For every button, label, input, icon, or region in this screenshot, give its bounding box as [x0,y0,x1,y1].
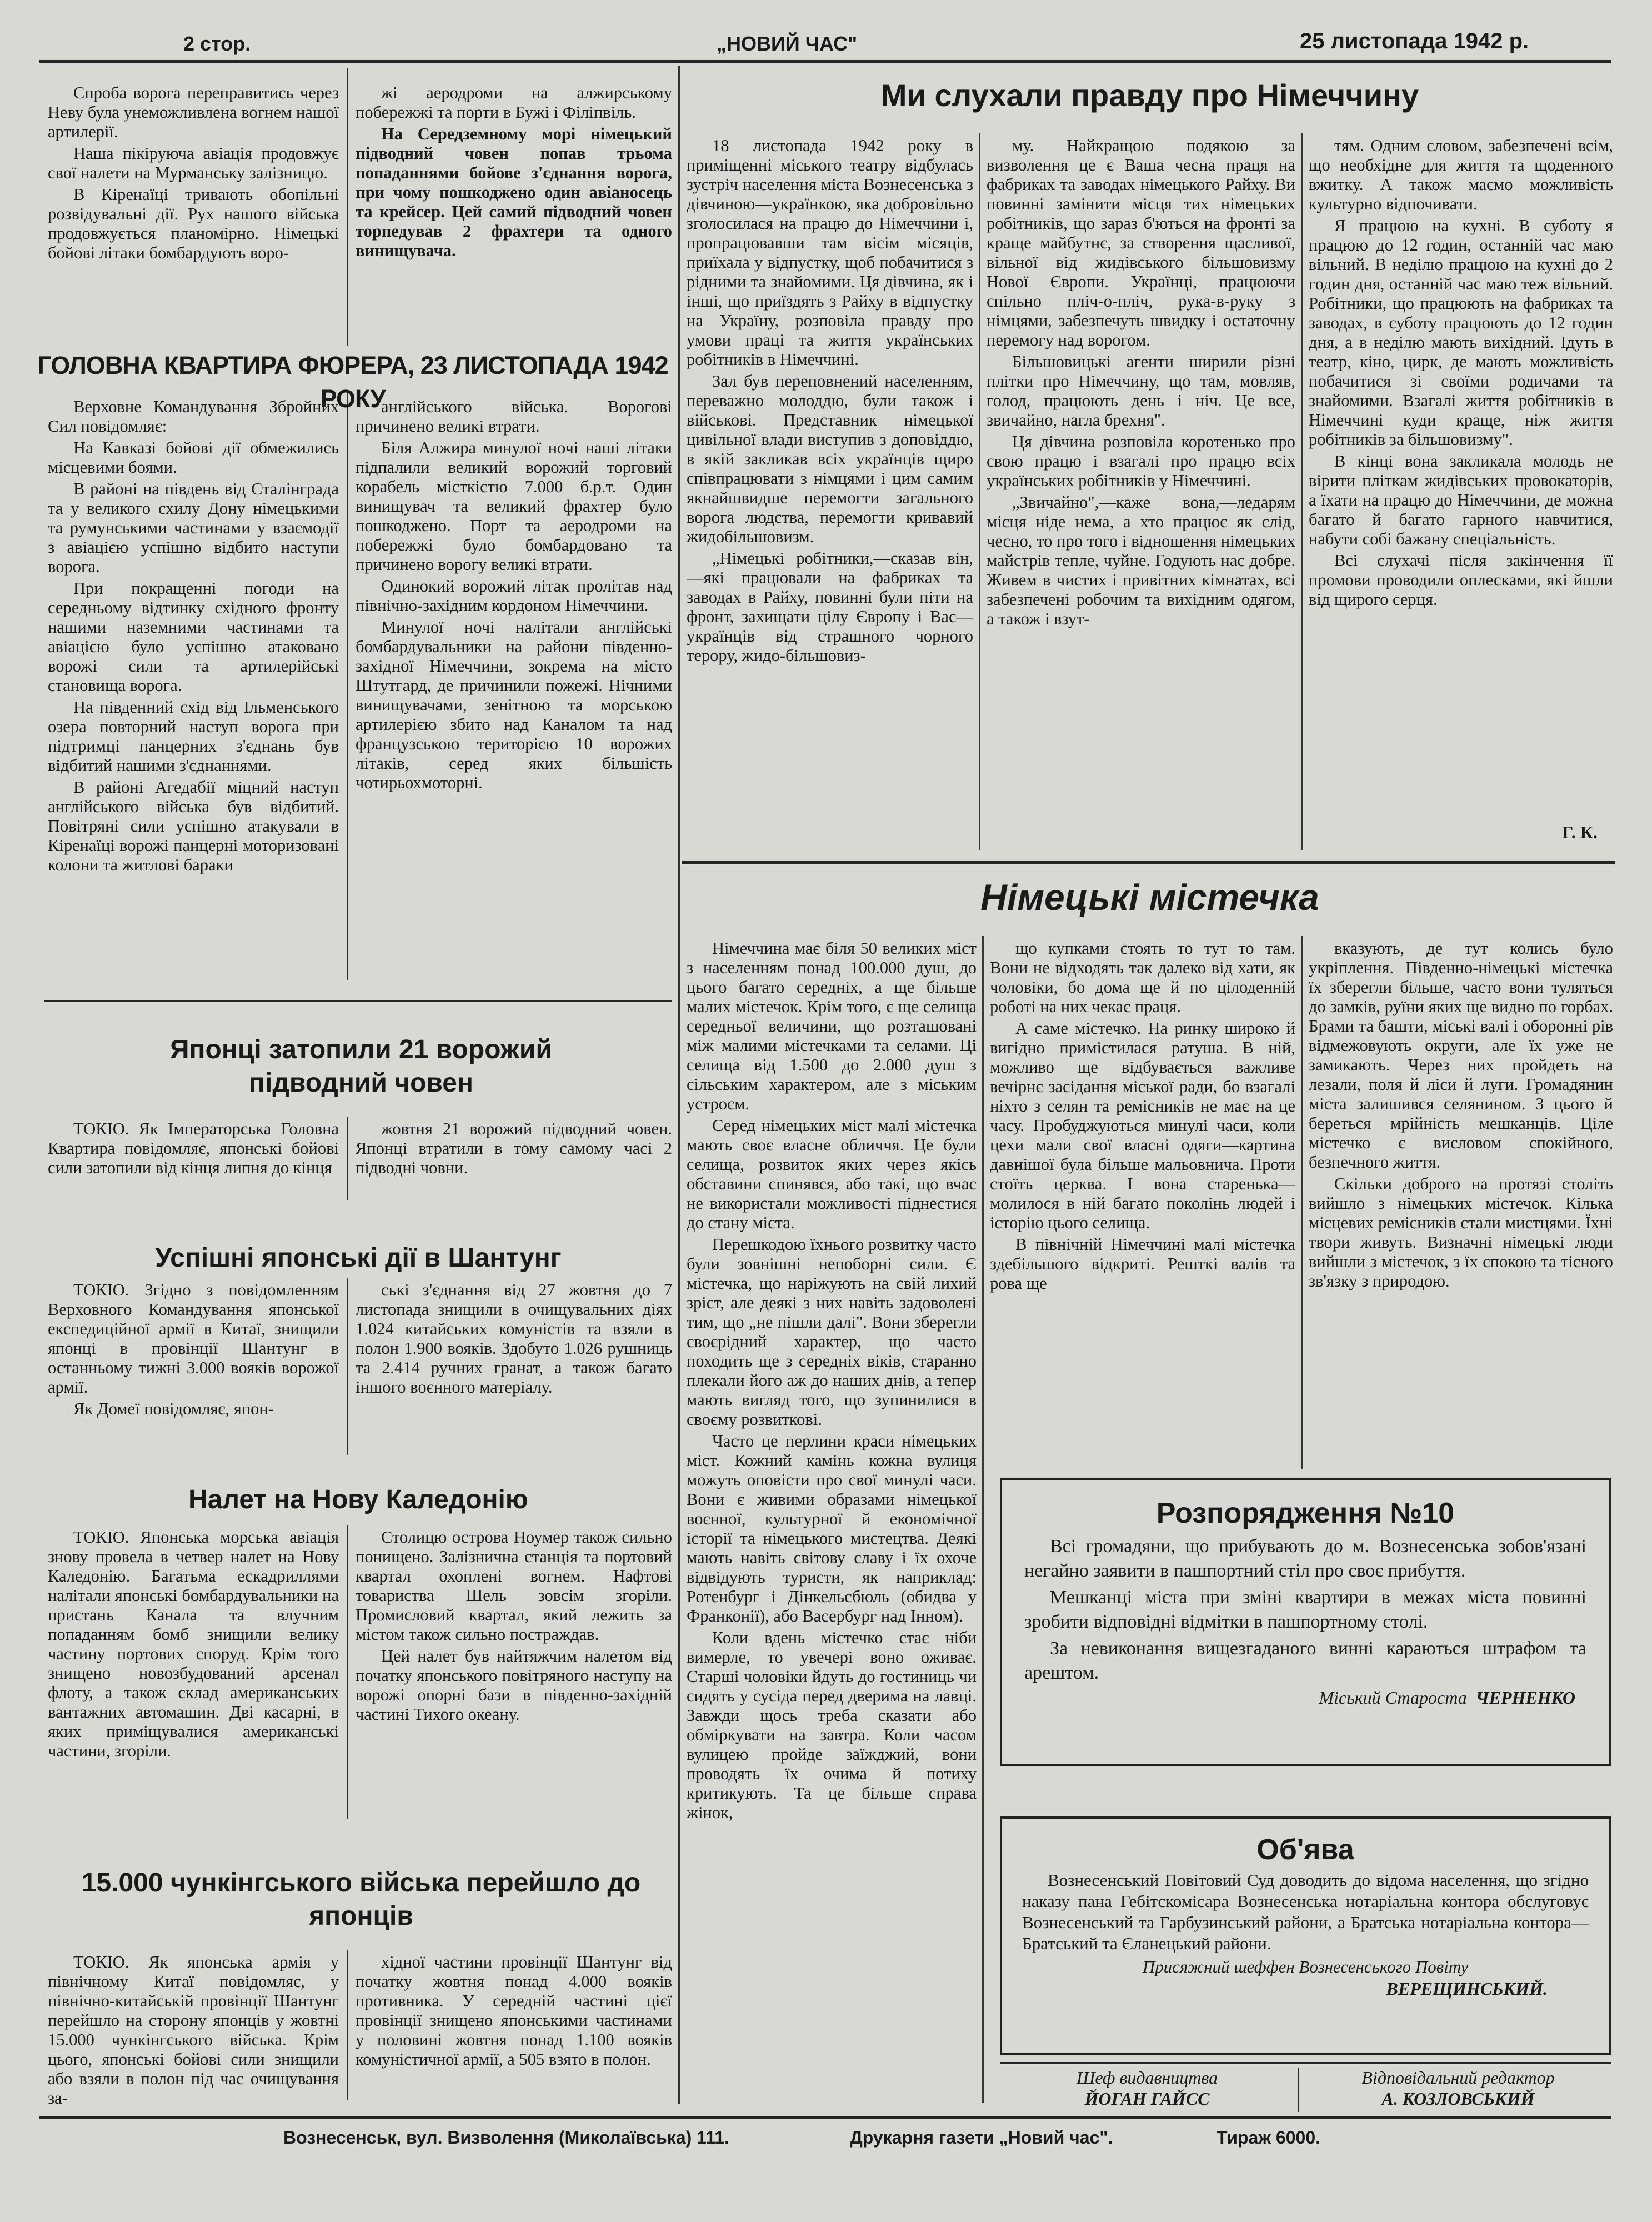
paragraph: Коли вдень містечко стає ніби вимерле, то увечері воно оживає. Старші чоловіки йдуть до гостиниць чи сидять у сусіда перед дверима на лавці. Завжди щось треба сказати або обміркувати на завтра. Коли часом вулицею пройде заїжджий, вони проводять їх очима й потиху критикують. Та це більше справа жінок, [687,1628,977,1822]
divider-left-fuehrer [347,392,348,980]
front-report-right [356,83,672,263]
paragraph: При покращенні погоди на середньому відтинку східного фронту нашими наземними частинами та авіацією було успішно атаковано ворожі сили та артилерійські становища ворога. [48,579,339,695]
paragraph: Спроба ворога переправитись через Неву була унеможливлена вогнем нашої артилерії. [48,83,339,141]
truth-bottom-rule [682,861,1615,864]
header-rule [39,60,1611,63]
section-rule [44,1000,672,1002]
paragraph: що купками стоять то тут то там. Вони не відходять так далеко від хати, як чоловіки, бо дома ще й по цілоденній роботі на них чекає праця. [990,939,1295,1016]
paragraph: В кінці вона закликала молодь не вірити пліткам жидівських провокаторів, а їхати на працю до Німеччини, де можна багато й багато гарного навчитися, набути собі бажану спеціальність. [1309,452,1613,548]
paragraph: „Німецькі робітники,—сказав він,—які працювали на фабриках та заводах в Райху, повинні були піти на фронт, захищати цілу Європу і Вас—українців від страшного чорного терору, жидо-більшовиз- [687,549,973,665]
paragraph: жовтня 21 ворожий підводний човен. Японці втратили в тому самому часі 2 підводні човни. [356,1119,672,1177]
page-number: 2 стор. [183,32,251,55]
footer-printer: Друкарня газети „Новий час". [850,2128,1113,2148]
shantung-left [48,1280,339,1421]
fuehrer-report-right [356,397,672,795]
japan-submarine-headline: Японці затопили 21 ворожий підводний човен [170,1035,552,1098]
paragraph: „Звичайно",—каже вона,—ледарям місця ніде нема, а хто працює як слід, чесно, то про того і відношення німецьких майстрів тепле, чуйне. Годують нас добре. Живем в чистих і привітних кімнатах, всі забезпечені робочим та вихідним одягом, а також і взут- [987,493,1295,628]
paragraph: Верховне Командування Збройних Сил повідомляє: [48,397,339,436]
caledonia-left [48,1528,339,1763]
paragraph: Всі громадяни, що прибувають до м. Вознесенська зобов'язані негайно заявити в пашпортний стіл про своє прибуття. [1024,1536,1586,1581]
issue-date: 25 листопада 1942 р. [1300,29,1529,53]
paragraph: Цей налет був найтяжчим налетом від початку японського повітряного наступу на ворожі опорні бази в південно-західній частині Тихого океану. [356,1647,672,1724]
truth-col-1 [687,136,973,668]
paragraph: В районі на південь від Сталінграда та у великого схилу Дону німецькими та румунськими частинами у взаємодії з авіацією успішно відбито наступи ворога. [48,479,339,576]
paragraph: Як Домеї повідомляє, япон- [73,1399,274,1418]
divider-left-chunking [347,1950,348,2100]
paragraph: Серед німецьких міст малі містечка мають своє власне обличчя. Це були селища, розвиток яких через якісь обставини спинявся, або такі, що вчас не використали можливості піднестися до стану міста. [687,1116,977,1232]
paragraph: За невиконання вищезгаданого винні караються штрафом та арештом. [1024,1638,1586,1683]
divider-truth-2 [1301,133,1303,850]
japan-submarine-right [356,1119,672,1180]
notice-signature-role: Присяжний шеффен Вознесенського Повіту [1142,1957,1469,1976]
footer-rule [39,2116,1611,2119]
divider-left-caledonia [347,1525,348,1819]
front-report-left [48,83,339,265]
paragraph: ТОКІО. Як японська армія у північному Китаї повідомляє, у північно-китайській провінції Шантунг перейшло на сторону японців у жовтні 15.000 чункінгського війська. Крім цього, японські бойові сили знищили або взяли в полон під час очищування за- [48,1953,339,2108]
chunking-left [48,1953,339,2110]
paragraph: Німеччина має біля 50 великих міст з населенням понад 100.000 душ, до цього багато середніх, а ще більше малих містечок. Крім того, є ще селища середньої величини, що розташовані між малими містечками та селами. Ці селища від 1.500 до 2.000 душ з сільським характером, але з міським устроєм. [687,939,977,1113]
order-signature-role: Міський Староста [1319,1688,1467,1708]
paragraph: В районі Агедабії міцний наступ англійського війська був відбитий. Повітряні сили успішно атакували в Кіренаїці ворожі панцерні моторизовані колони та житлові бараки [48,778,339,874]
paragraph: ТОКІО. Згідно з повідомленням Верховного Командування японської експедиційної армії в Китаї, знищили японці в провінції Шантунг в останньому тижні 3.000 вояків ворожої армії. [48,1280,339,1397]
paragraph: Наша пікіруюча авіація продовжує свої налети на Мурманську залізницю. [48,144,339,182]
paragraph: англійського війська. Ворогові причинено великі втрати. [356,397,672,436]
publisher-role: Шеф видавництва [1076,2068,1218,2088]
paragraph: Я працюю на кухні. В суботу я працюю до 12 годин, останній час маю вільний. В неділю працюю на кухні до 2 годин дня, останній час маю теж вільний. Робітники, що працюють на фабриках та заводах, в суботу працюють до 12 годин дня, а в неділю мають вихідний. Ідуть в театр, кіно, цирк, де мають можливість побачитися зі своїми родичами та знайомими. Взагалі життя робітників в Німеччині куди краще, ніж життя робітників за більшовизму". [1309,216,1613,449]
paragraph: Перешкодою їхнього розвитку часто були зовнішні непоборні сили. Є містечка, що наріжують на свій лихий зріст, але деякі з них навіть задоволені тим, що „не пішли далі". Вони зберегли своєрідний характер, що часто походить ще з середніх віків, старанно плекали його аж до наших днів, а тепер мають вигляд того, що зупинилися в своєму розвиткові. [687,1235,977,1429]
paragraph: 18 листопада 1942 року в приміщенні міського театру відбулась зустріч населення міста Вознесенська з дівчиною—українкою, яка добровільно зголосилася на працю до Німеччини і, пропрацювавши там вісім місяців, приїхала у відпустку, щоб побачитися з рідними та знайомими. Ця дівчина, як і інші, що приїздять з Райху в відпустку на Україну, розповіла правду про умови праці та життя українських робітників в Німеччині. [687,136,973,369]
paragraph: Часто це перлини краси німецьких міст. Кожний камінь кожна вулиця можуть оповісти про свої минулі часи. Вони є живими образами німецької воєнної, культурної й економічної історії та німецького мистецтва. Деякі мають навіть світову славу і їх охоче відвідують туристи, як наприклад: Ротенбург і Дінкельсбюль (обидва у Франконії), або Васербург над Інном). [687,1432,977,1625]
towns-col-3 [1309,939,1613,1293]
order-signature-name: ЧЕРНЕНКО [1475,1688,1575,1708]
shantung-right [356,1280,672,1399]
paragraph: Біля Алжира минулої ночі наші літаки підпалили великий ворожий торговий корабель місткістю 7.000 б.р.т. Один винищувач та великий фрахтер було пошкоджено. Порт та аеродроми на побережжі було бомбардовано та причинено ворогу великі втрати. [356,438,672,574]
paragraph: Зал був переповнений населенням, переважно молоддю, були також і військові. Представник німецької цивільної влади виступив з доповіддю, в якій закликав всіх українців щиро співпрацювати з німцями і цим самим якнайшвидше перемогти загального ворога людства, перемогти кривавий жидобільшовизм. [687,372,973,546]
credits-rule [1000,2062,1611,2064]
newspaper-title: „НОВИЙ ЧАС" [717,32,858,55]
divider-towns-1 [982,936,984,2103]
order-box [1000,1478,1611,1766]
order-body [1002,1531,1609,1685]
paragraph: Столицю острова Ноумер також сильно понищено. Залізнична станція та портовий квартал охоплені вогнем. Нафтові товариства Шель зовсім згоріли. Промисловий квартал, який лежить за містом також сильно постраждав. [356,1528,672,1644]
order-signature [1002,1688,1609,1708]
truth-headline: Ми слухали правду про Німеччину [880,78,1419,113]
caledonia-right [356,1528,672,1726]
truth-signature: Г. К. [1562,822,1598,842]
towns-col-1 [687,939,977,1825]
towns-col-2 [990,939,1295,1295]
paragraph: Одинокий ворожий літак пролітав над північно-західним кордоном Німеччини. [356,577,672,615]
editor-name: А. КОЗЛОВСЬКИЙ [1381,2089,1535,2109]
caledonia-headline: Налет на Нову Каледонію [188,1485,528,1514]
paragraph: Ця дівчина розповіла коротенько про свою працю і взагалі про працю всіх українських робітників у Німеччині. [987,432,1295,490]
paragraph: ські з'єднання від 27 жовтня до 7 листопада знищили в очищувальних діях 1.024 китайських комуністів та взяли в полон 1.900 вояків. Здобуто 1.026 рушниць та 2.414 ручних гранат, а також багато іншого воєнного матеріалу. [356,1280,672,1397]
paragraph: В Кіренаїці тривають обопільні розвідувальні дії. Рух нашого війська продовжується планомірно. Німецькі бойові літаки бомбардують воро- [48,185,339,262]
towns-headline: Німецькі містечка [980,877,1319,918]
japan-submarine-left [48,1119,339,1180]
footer-address: Вознесенськ, вул. Визволення (Миколаївська) 111. [283,2128,729,2148]
paragraph: жі аеродроми на алжирському побережжі та порти в Бужі і Філіпвіль. [356,83,672,122]
fuehrer-report-left [48,397,339,877]
notice-body [1002,1868,1609,1954]
editor-role: Відповідальний редактор [1361,2068,1555,2088]
divider-left-shantung [347,1278,348,1455]
notice-title: Об'ява [1256,1834,1354,1866]
paragraph: тям. Одним словом, забезпечені всім, що необхідне для життя та щоденного вжитку. А також маємо можливість культурно відпочивати. [1309,136,1613,213]
paragraph: Всі слухачі після закінчення її промови проводили оплесками, які йшли від щирого серця. [1309,551,1613,609]
paragraph: На Кавказі бойові дії обмежились місцевими боями. [48,438,339,477]
paragraph: Минулої ночі налітали англійські бомбардувальники на райони південно-західної Німеччини, зокрема на місто Штутгард, де причинили пожежі. Нічними винищувачами, зенітною та морською артилерією збито над Каналом та над французською територією 10 ворожих літаків, серед яких більшість чотирьохмоторні. [356,618,672,792]
divider-left-sub [347,1117,348,1200]
chunking-right [356,1953,672,2071]
shantung-headline: Успішні японські дії в Шантунг [155,1243,562,1273]
divider-truth-1 [979,133,980,850]
paragraph: ТОКІО. Як Імператорська Головна Квартира повідомляє, японські бойові сили затопили від кінця липня до кінця [48,1119,339,1177]
notice-signature-name: ВЕРЕЩИНСЬКИЙ. [1386,1979,1548,1999]
paragraph: Більшовицькі агенти ширили різні плітки про Німеччину, що там, мовляв, голод, працюють день і ніч. Це все, звичайно, нагла брехня". [987,352,1295,429]
paragraph: ТОКІО. Японська морська авіація знову провела в четвер налет на Нову Каледонію. Багатьма ескадриллями налітали японські бомбардувальники на пристань Канала та влучним попаданням бомб знищили велику частину портових споруд. Крім того знищено новозбудований арсенал флоту, а також склад американських вантажних автомашин. Дві касарні, в яких приміщувалися американські частини, згоріли. [48,1528,339,1760]
paragraph: В північній Німеччині малі містечка здебільшого відкриті. Решткі валів та рова ще [990,1235,1295,1293]
paragraph: му. Найкращою подякою за визволення це є Ваша чесна праця на фабриках та заводах німецького Райху. Ви повинні замінити місця тих німецьких робітників, що зараз б'ються на фронті за краще майбутнє, за створення щасливої, вільної від жидівського більшовизму Нової Європи. Українці, працюючи спільно пліч-о-пліч, рука-в-руку з німцями, забезпечуть швидку і остаточну перемогу над ворогом. [987,136,1295,349]
chunking-headline: 15.000 чункінгського війська перейшло до японців [81,1868,641,1931]
footer-circulation: Тираж 6000. [1217,2128,1320,2148]
credits-divider [1298,2068,1299,2112]
divider-towns-2 [1301,936,1303,1469]
paragraph: А саме містечко. На ринку широко й вигідно примістилася ратуша. В ній, можливо ще відбувається важливе вечірнє засідання міської ради, бо взагалі ніхто з селян та ремісників не має на це часу. Пробуджуються минулі часи, коли цехи мали свої власні одяги—картина давнішої була більше мальовнича. Проти стоїть церква. І вона старенька—молилося в ній багато поколінь людей і історію цього селища. [990,1019,1295,1232]
paragraph: Вознесенський Повітовий Суд доводить до відома населення, що згідно наказу пана Гебітскомісара Вознесенська нотаріальна контора обслуговує Вознесенський та Гарбузинський райони, а Братська нотаріальна контора—Братський та Єланецький райони. [1022,1870,1589,1953]
publisher-name: ЙОГАН ГАЙСС [1084,2089,1210,2109]
notice-box [1000,1816,1611,2055]
paragraph: На південний схід від Ільменського озера повторний наступ ворога при підтримці панцерних з'єднань був відбитий нашими з'єднаннями. [48,698,339,775]
paragraph: На Середземному морі німецький підводний човен попав трьома попаданнями бойове з'єднання ворога, при чому пошкоджено один авіаносець та крейсер. Цей самий підводний човен торпедував 2 фрахтери та одного винищувача. [356,124,672,260]
divider-left-top [347,68,348,346]
truth-col-3 [1309,136,1613,612]
truth-col-2 [987,136,1295,631]
paragraph: Скільки доброго на протязі століть вийшло з німецьких містечок. Кілька місцевих ремісників стали мистцями. Їхні твори живуть. Визначні німецькі люди вийшли з містечок, з їх спокою та тісного зв'язку з природою. [1309,1174,1613,1290]
divider-main [678,66,680,2104]
order-title: Розпорядження №10 [1156,1497,1455,1529]
paragraph: Мешканці міста при зміні квартири в межах міста повинні зробити відповідні відмітки в пашпортному столі. [1024,1587,1586,1632]
paragraph: хідної частини провінції Шантунг від початку жовтня понад 4.000 вояків противника. У середній частині цієї провінції знищено японськими частинами у половині жовтня понад 1.100 вояків комуністичної армії, а 505 взято в полон. [356,1953,672,2069]
paragraph: вказують, де тут колись було укріплення. Південно-німецькі містечка їх зберегли більше, часто вони туляться до замків, руїни яких ще видно по горбах. Брами та башти, міські валі і оборонні рів відмежовують округи, але їх уже не замикають. Через них пройдеть на лезали, поля й ліси й луги. Громадянин міста залишився селянином. З цього й береться мрійність мешканців. Ціле містечко є висловом спокійного, безпечного життя. [1309,939,1613,1172]
fuehrer-hq-headline: ГОЛОВНА КВАРТИРА ФЮРЕРА, 23 ЛИСТОПАДА 1942 РОКУ [37,351,668,413]
